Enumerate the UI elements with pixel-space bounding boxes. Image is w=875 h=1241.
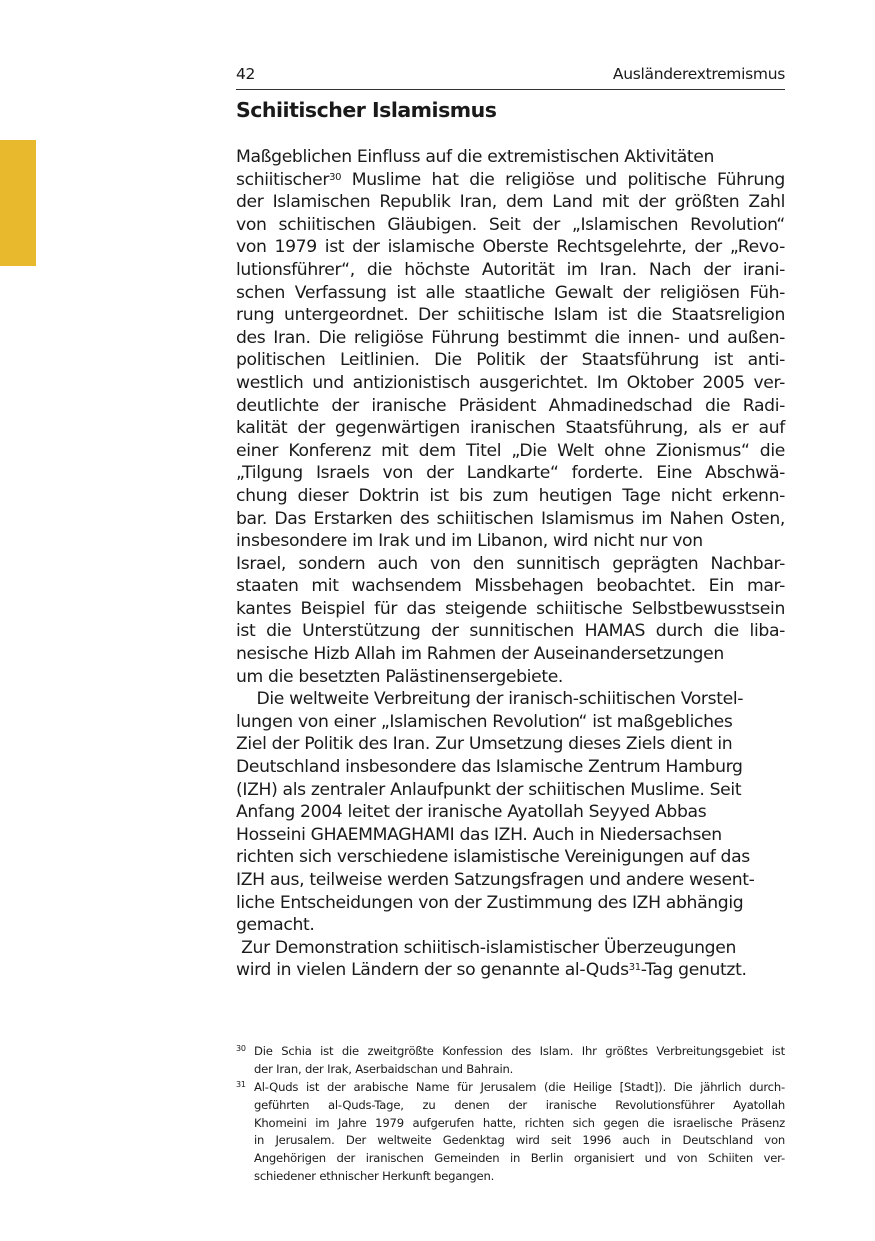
footnote — [236, 1043, 785, 1079]
footnote — [236, 1079, 785, 1186]
body-line: Die weltweite Verbreitung der iranisch-schiitischen Vorstel- — [236, 689, 744, 710]
body-line: Maßgeblichen Einfluss auf die extremistischen Aktivitäten — [236, 147, 715, 167]
body-line: nesische Hizb Allah im Rahmen der Auseinandersetzungen — [236, 644, 724, 665]
body-line: richten sich verschiedene islamistische Vereinigungen auf das — [236, 847, 750, 868]
footnote-line: schiedener ethnischer Herkunft begangen. — [254, 1169, 495, 1184]
page-header — [236, 64, 785, 90]
body-line: gemacht. — [236, 915, 315, 936]
body-line: bar. Das Erstarken des schiitischen Islamismus im Nahen Osten, — [236, 508, 785, 529]
body-line: der Islamischen Republik Iran, dem Land mit der größten Zahl — [236, 192, 785, 213]
body-line: „Tilgung Israels von der Landkarte“ forderte. Eine Abschwä- — [236, 463, 785, 484]
footnote-number: 31 — [236, 1079, 246, 1089]
body-line: schen Verfassung ist alle staatliche Gewalt der religiösen Füh- — [236, 282, 785, 303]
footnote-line: in Jerusalem. Der weltweite Gedenktag wird seit 1996 auch in Deutschland von — [254, 1133, 785, 1148]
body-line: kalität der gegenwärtigen iranischen Staatsführung, als er auf — [236, 418, 785, 439]
footnote-line: Khomeini im Jahre 1979 aufgerufen hatte, richten sich gegen die israelische Präsenz — [254, 1115, 785, 1130]
body-line: lungen von einer „Islamischen Revolution“ ist maßgebliches — [236, 711, 733, 732]
body-line: einer Konferenz mit dem Titel „Die Welt ohne Zionismus“ die — [236, 440, 785, 461]
footnote-line: Al-Quds ist der arabische Name für Jerusalem (die Heilige [Stadt]). Die jährlich durch- — [254, 1079, 785, 1094]
body-line: IZH aus, teilweise werden Satzungsfragen und andere wesent- — [236, 870, 755, 890]
body-line: lutionsführer“, die höchste Autorität im Iran. Nach der irani- — [236, 259, 785, 280]
body-line: (IZH) als zentraler Anlaufpunkt der schiitischen Muslime. Seit — [236, 779, 742, 800]
body-line: politischen Leitlinien. Die Politik der Staatsführung ist anti- — [236, 350, 785, 371]
footnote-ref: 31 — [628, 962, 641, 974]
body-line: rung untergeordnet. Der schiitische Islam ist die Staatsreligion — [236, 305, 785, 326]
footnote-line: Angehörigen der iranischen Gemeinden in Berlin organisiert und von Schiiten ver- — [254, 1151, 785, 1166]
body-line: deutlichte der iranische Präsident Ahmadinedschad die Radi- — [236, 395, 785, 416]
footnote-line: geführten al-Quds-Tage, zu denen der iranische Revolutionsführer Ayatollah — [254, 1097, 785, 1112]
body-line: Deutschland insbesondere das Islamische Zentrum Hamburg — [236, 757, 743, 778]
running-title: Ausländerextremismus — [612, 65, 785, 83]
footnote-line: der Iran, der Irak, Aserbaidschan und Bahrain. — [254, 1061, 514, 1076]
body-line: wird in vielen Ländern der so genannte al-Quds$^{31}$-Tag genutzt. — [236, 960, 747, 981]
body-line: von 1979 ist der islamische Oberste Rechtsgelehrte, der „Revo- — [236, 237, 785, 258]
body-line: ist die Unterstützung der sunnitischen HAMAS durch die liba- — [236, 621, 785, 642]
body-line: westlich und antizionistisch ausgerichtet. Im Oktober 2005 ver- — [236, 372, 785, 393]
body-line: staaten mit wachsendem Missbehagen beobachtet. Ein mar- — [236, 576, 785, 597]
body-line: chung dieser Doktrin ist bis zum heutigen Tage nicht erkenn- — [236, 485, 785, 506]
footnote-number: 30 — [236, 1044, 246, 1053]
body-line: Anfang 2004 leitet der iranische Ayatollah Seyyed Abbas — [236, 802, 707, 823]
chapter-color-tab — [0, 140, 36, 266]
page-number: 42 — [236, 65, 256, 83]
body-line: liche Entscheidungen von der Zustimmung des IZH abhängig — [236, 892, 744, 913]
body-line: von schiitischen Gläubigen. Seit der „Islamischen Revolution“ — [236, 214, 785, 235]
body-line: um die besetzten Palästinensergebiete. — [236, 666, 564, 687]
section-heading: Schiitischer Islamismus — [236, 98, 497, 122]
body-line: Israel, sondern auch von den sunnitisch geprägten Nachbar- — [236, 553, 785, 574]
body-line: schiitischer$^{30}$ Muslime hat die religiöse und politische Führung — [236, 169, 785, 190]
body-line: kantes Beispiel für das steigende schiitische Selbstbewusstsein — [236, 598, 785, 619]
body-line: Hosseini GHAEMMAGHAMI das IZH. Auch in Niedersachsen — [236, 824, 722, 845]
body-line: Zur Demonstration schiitisch-islamistischer Überzeugungen — [236, 937, 736, 958]
footnote-ref: 30 — [329, 171, 342, 183]
footnotes — [236, 1043, 785, 1186]
footnote-line: Die Schia ist die zweitgrößte Konfession des Islam. Ihr größtes Verbreitungsgebiet ist — [254, 1044, 785, 1058]
body-line: insbesondere im Irak und im Libanon, wird nicht nur von — [236, 531, 703, 552]
body-line: des Iran. Die religiöse Führung bestimmt die innen- und außen- — [236, 327, 785, 348]
body-text — [236, 146, 785, 982]
body-line: Ziel der Politik des Iran. Zur Umsetzung dieses Ziels dient in — [236, 734, 733, 755]
